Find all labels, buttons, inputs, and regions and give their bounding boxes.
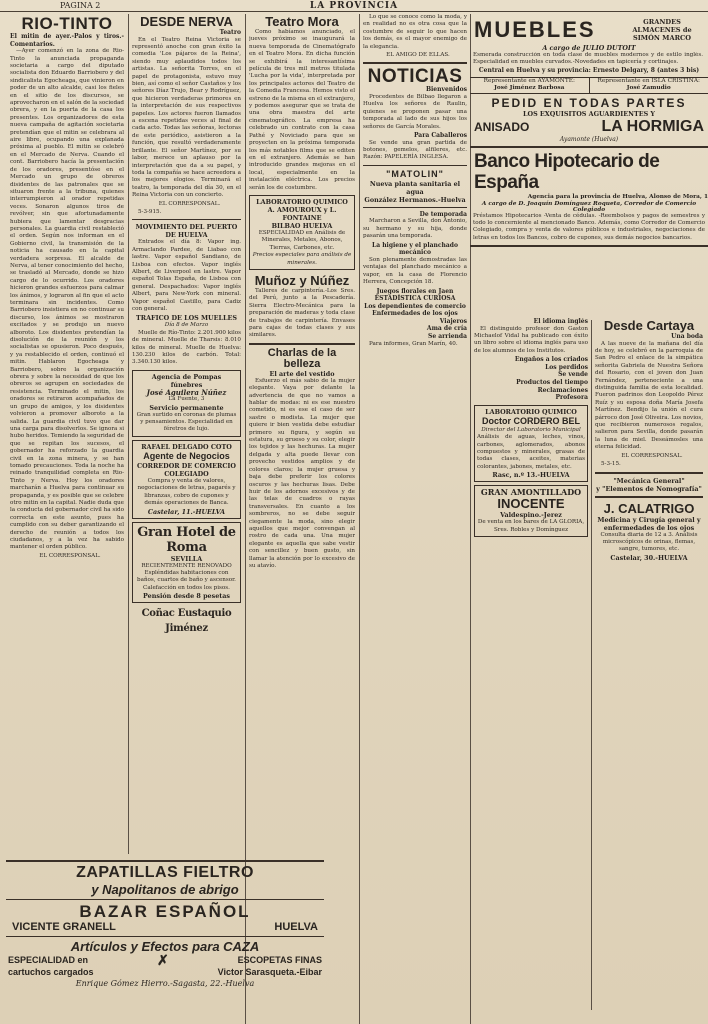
tide-body: Muelle de Río-Tinto: 2.201.900 kilos de mineral. Muelle de Tharsis: 8.010 kilos de mineral. Muelle de Huelva: 130.230 kilos de carbón. Total: 3.340.130 kilos. [132,329,241,366]
article-body: Se vende una gran partida de botones, gemelos, alfileres, etc. Razón: PAPELERÍA INGLESA. [363,139,467,161]
ad-pedid-sub: LOS EXQUISITOS AGUARDIENTES Y [523,109,655,118]
ad-conac: Coñac Eustaquio Jiménez [141,608,232,635]
headline-rio-tinto: RIO-TINTO [21,14,113,33]
article-body: Para informes, Gran Marín, 40. [369,340,458,347]
ad-zapatillas: ZAPATILLAS FIELTRO [76,864,254,881]
article-body: Lo que se conoce como la moda, y en realidad no es otra cosa que la costumbre de seguir lo que hacen los demás, es el mayor enemigo de la elegancia. [363,14,467,50]
subhead: Enfermedades de los ojos [372,310,458,318]
ad-bazar-owner-row [0,921,330,934]
ad-muebles [470,14,708,44]
tide-sub: Día 8 de Marzo [164,322,209,329]
ad-city: SEVILLA [170,554,203,563]
column-idioma [474,318,588,1018]
headline-teatro-mora: Teatro Mora [265,14,339,29]
headline-noticias: NOTICIAS [367,66,463,88]
ad-muebles-title: MUEBLES [474,17,596,42]
ad-zapatillas-sub: y Napolitanos de abrigo [91,882,239,897]
headline-cartaya: Desde Cartaya [603,318,695,333]
subhead: Bienvenidos [425,86,467,94]
article-body: Como habíamos anunciado, el jueves próximo se inaugurará la nueva temporada de Cinematógrafo en el Teatro Mora. En dicha función se exhibirá la interesantísima película de tres mil metros titulada 'Lucha por la vida', interpretada por los principales actores del Teatro de la Comedia Francesa. Hemos visto el estreno de la misma en el extranjero, y podemos asegurar que se trata de una obra maestra del arte cinematográfico. La empresa ha celebrado un contrato con la casa Pathé y Noviciado para que se proyecten en la próxima temporada los más notables films que se editen en el extranjero. Además se han introducido grandes mejoras en el local, especialmente en la instalación eléctrica. Los precios serán los de costumbre. [249,29,355,191]
ad-hormiga-sub: Ayamonte (Huelva) [559,135,619,143]
ad-escopetas: ESCOPETAS FINAS [237,955,322,965]
article-body: En el Teatro Reina Victoria se representó anoche con gran éxito la comedia 'Los pájaros de la Reina', siendo muy aplaudidos todos los artistas. La señorita Torres, en el papel de protagonista, estuvo muy bien, así como el señor Castaños y los señores Díaz Trujo, Bear y Rodríguez, que hicieron verdaderas primores en la interpretación de sus respectivos papeles. Los actores fueron llamados a escena repetidas veces al final de cada acto. Todas las señoras, lectoras de este periódico, asistieron a la función, que resultó verdaderamente brillante. El señor Martínez, por su labor, merece un aplauso por la interpretación que da a su papel, y toda la compañía se hace acreedora a los mejores elogios. Terminará el teatro, la temporada del día 30, en el Reina Victoria con un concierto. [132,36,241,199]
subhead: Productos del tiempo [516,379,588,386]
ad-sub: INOCENTE [497,496,565,512]
ad-amontillado [474,485,588,537]
subhead: ESTADÍSTICA CURIOSA [374,295,456,303]
ad-sarasqueta: Victor Sarasqueta.-Eibar [217,967,322,977]
ad-bazar-city: HUELVA [274,921,318,933]
ad-hormiga-title: LA HORMIGA [601,117,704,135]
ad-especialidad: ESPECIALIDAD en [8,955,89,965]
subhead: Para Caballeros [413,132,467,140]
ad-matolin: "MATOLIN" [386,168,444,179]
ad-sub: Servicio permanente [149,403,224,412]
subhead: Engaños a los criados [514,356,588,364]
rifle-icon: ✗ [156,952,169,968]
divider [363,207,467,208]
ad-text: Espléndidas habitaciones con baños, cuartos de baño y ascensor. Calefacción en todos los pisos. [137,569,236,591]
ad-text: Análisis de aguas, leches, vinos, carbones, aglomerados, abonos compuestos y minerales, grasas de todas clases, aceites, materias colorantes, jabones, metales, etc. [477,434,585,470]
ad-pedid: PEDID EN TODAS PARTES [491,95,687,110]
article-body: Marcharon a Sevilla, don Antonio, su hermano y su hija, donde pasarán una temporada. [363,218,467,240]
subhead: Los dependientes de comercio [364,302,466,310]
rep-left-label: Representante en AYAMONTE: [483,77,575,84]
headline-charlas: Charlas de la belleza [267,346,337,370]
ad-title: Gran Hotel de Roma [137,524,236,555]
ad-calatrigo-sub: Medicina y Cirugía general y enfermedades de los ojos [597,515,701,532]
article-signature: EL CORRESPONSAL. [621,452,683,459]
ad-laboratorio-cordero [474,405,588,482]
article-body: Son plenamente demostradas las ventajas del planchado mecánico a vapor, en la casa de Florencio Herrera, Concepción 18. [363,256,467,286]
subhead: Se arrienda [428,333,467,341]
subhead: Los perdidos [545,363,588,371]
ad-title: RAFAEL DELGADO COTO [141,442,232,451]
ad-banco-title: Banco Hipotecario de España [474,150,660,193]
ad-hormiga [470,118,708,136]
bottom-ads [0,860,330,1024]
ad-cities: BILBAO HUELVA [271,221,333,230]
divider [470,245,708,247]
ad-calatrigo-addr: Castelar, 30.-HUELVA [610,553,688,562]
ad-note: Precios especiales para análisis de minerales. [252,252,352,266]
ad-calatrigo-body: Consulta diaria de 12 a 3. Análisis microscópicos de orinas, flemas, sangre, tumores, etc. [600,531,698,553]
ad-muebles-grandes: GRANDES ALMACENES de SIMÓN MARCO [632,18,692,42]
article-signature: EL AMIGO DE ELLAS. [386,52,450,59]
subhead: El idioma inglés [533,318,588,325]
ad-pompas-funebres [132,370,241,437]
masthead [0,0,708,12]
ad-text: Gran surtido en coronas de plumas y pensamientos. Especialidad en féretros de lujo. [136,411,237,433]
subhead-charlas: El arte del vestido [269,369,335,378]
ad-rafael-delgado [132,440,241,519]
column-rio-tinto [10,14,124,854]
ad-title: Agencia de Pompas fúnebres [151,372,222,389]
ad-text: De venta en los bares de LA GLORIA, Sres. Robles y Domínguez [477,519,585,533]
rep-right-name: José Zamudio [626,85,671,92]
subhead: Se vende [558,371,588,379]
ad-especialidad-row [0,954,330,966]
ad-sub2: Director del Laboratorio Municipal [481,426,581,433]
ad-calatrigo: J. CALATRIGO [603,500,695,516]
ad-title: LABORATORIO QUIMICO [485,407,577,416]
tide-title: TRAFICO DE LOS MUELLES [136,314,237,323]
ad-bazar-owner: VICENTE GRANELL [12,921,116,933]
divider [595,472,703,474]
ad-muebles-central: Central en Huelva y su provincia: Ernesto Delgary, 8 (antes 3 bis) [478,66,700,74]
divider [363,165,467,166]
divider [363,62,467,64]
subhead: Profesora [555,394,588,402]
subhead: Juegos florales en Jaen [376,287,454,295]
article-body: Esfuerzo el más sabio de la mujer elegante. Vaya por delante la advertencia de que no vamos a hablar de modas: ni es ese nuestro cometido, ni es ese el caso de ser sastre o modista. La mujer que quiere ir bien vestida debe estudiar primero su figura, y según su estatura, su grueso y su color, elegir los tejidos y las hechuras. La mujer delgada y alta puede llevar con provecho vestidos amplios y de colores claros; la mujer gruesa y baja debe preferir los colores oscuros y las hechuras lisas. Debe huir de los adornos excesivos y de las telas de cuadros o rayas transversales. En cuanto a los sombreros, no se debe seguir ciegamente la moda, sino elegir aquellos que mejor convengan al rostro de cada una. Una mujer elegante es aquella que sabe vestir con sencillez y buen gusto, sin llamar la atención por lo excesivo de su atavío. [249,377,355,569]
ad-matolin-brand: González Hermanos.-Huelva [364,195,466,204]
article-body: El distinguido profesor don Gaston Michaelof Vidal ha publicado con éxito un libro sobre el idioma inglés para uso de los alumnos de los Institutos. [474,325,588,354]
subhead: Reclamaciones [537,386,588,394]
ad-sub: RECIENTEMENTE RENOVADO [141,562,232,569]
ad-mecanica: "Mecánica General" [613,476,685,485]
ad-banco-sub: Agencia para la provincia de Huelva, Alonso de Mora, 1 [527,193,708,200]
ad-gran-hotel-roma [132,522,241,604]
column-rule [128,14,129,854]
port-body: Entrados el día 8: Vapor ing. Armaclando Pardee, de Liabao con lastre. Vapor español Sandiano, de Lisboa con efectos. Vapor inglés Albert, de Liverpool en lastre. Vapor español Tolas España, de Lisboa con general. Despachados: Vapor inglés Albert, para New-York con mineral. Vapor español Castillo, para Cadiz con general. [132,239,241,312]
ad-sub: A. AMOUROUX y L. FONTAINE [267,205,337,222]
ad-name: José Aguilera Núñez [146,387,227,397]
article-body: Procedentes de Bilbao llegaron a Huelva los señores de Raulin, quienes se proponen pasar una temporada al lado de sus hijos los señores de García Morales. [363,94,467,130]
rep-left-name: José Jiménez Barbosa [494,85,565,92]
ad-text: Compra y venta de valores, negociaciones de letras, pagarés y libranzas, cobro de cupones y demás operaciones de Banca. [137,477,236,507]
ad-sub: Agente de Negocios [143,450,230,461]
ad-muebles-body: Esmerada construcción en toda clase de muebles modernos y de estilo inglés. Especialidad en muebles curvados.-Novedades en tapicería y cortinajes. [473,52,703,66]
ad-extra: CORREDOR DE COMERCIO COLEGIADO [137,461,236,478]
column-rule [591,320,592,1010]
ad-banco-body: Préstamos Hipotecarios -Venta de cédulas. -Reembolsos y pagos de semestres y todo lo concerniente al mencionado Banco. Además, como Corredor de Comercio Colegiado, compra y venta de valores públicos e industriales, negociaciones de letras en todos los Bancos, cobro de cupones, sus demás negocios bancarios. [473,212,705,241]
article-signature: EL CORRESPONSAL. [158,200,221,207]
divider [132,219,241,220]
ad-address: Rasc, n.º 13.-HUELVA [492,471,570,480]
ad-banco-sub2: A cargo de D. Joaquín Domínguez Roqueta, Corredor de Comercio Colegiado [481,200,697,213]
ad-caza: Artículos y Efectos para CAZA [70,939,260,954]
article-signature: EL CORRESPONSAL. [39,552,101,559]
headline-munoz-nunez: Muñoz y Núñez [254,272,350,288]
divider [470,146,708,148]
ad-address: Castelar, 11.-HUELVA [147,507,226,516]
subhead: De temporada [419,210,467,218]
article-body: A las nueve de la mañana del día de hoy, se celebró en la parroquia de San Pedro el enlace de la simpática señorita Gabriela de Nuestra Señora del Rosario, con el joven don Juan Fernández, perteneciente a una distinguida familia de esta localidad. Fueron padrinos don Leopoldo Pérez Ruíz y su esposa doña María Josefa Martínez. Bendijo la unión el cura párroco don José Oliveira. Los novios, que recibieron numerosos regalos, salieron para Sevilla, donde pasarán la luna de miel. Deseámosles una eterna felicidad. [595,340,703,451]
article-date: 5-3-15. [601,461,621,468]
ad-sub: Doctor CORDERO BEL [481,415,580,426]
ad-enrique: Enrique Gómez Hierro.-Sagasta, 22.-Huelva [75,979,255,988]
ad-price: Pensión desde 8 pesetas [143,592,230,601]
newspaper-title: LA PROVINCIA [309,1,399,11]
ad-laboratorio-quimico [249,195,355,270]
ad-title: LABORATORIO QUIMICO [256,197,348,206]
subhead: Viajeros [439,317,467,325]
subhead: Ama de cría [426,325,467,333]
subhead: La higiene y el planchado mecánico [372,241,458,257]
ad-title: GRAN AMONTILLADO [480,487,582,498]
ad-cartuchos: cartuchos cargados [8,967,94,977]
article-date: 5-3-915. [138,208,162,215]
ad-address: La Fuente, 3 [168,396,205,403]
headline-desde-nerva: DESDE NERVA [140,14,233,29]
article-body: —Ayer comenzó en la zona de Rio-Tinto la anunciada propaganda societaria a cargo del diputado socialista don Eduardo Barriobero y del sindicalista Egocheaga, que vinieron en poder de un alto alcalde, casi los fieles en el sitio de los discursos, se aprovecharon en el salón de la sociedad obrera, y en la puerta de la casa los presentes. Los organizadores de esta nueva campaña de agitación societaria pretendían que el mitin se celebrara al aire libre, ocupando una explanada próxima al pueblo. El mitin se celebró en el Mercado de Nerva. Cuando el cont. Barriobero hacía la presentación de los oradores, presentóse en el Mercado un grupo de obreros disidentes de las patronales que se situaron frente a la tribuna, quienes interrumpieron al orador repetidas veces. Sonaron algunos tiros de revólver, sin que afortunadamente hubiera que lamentar desgracias personales. La guardia civil restableció el orden. Según nos informan en el Gobierno civil, la transmisión de la noticia ha causado en la capital verdadera sorpresa. El alcalde de Nerva, al tener conocimiento del hecho, se trasladó al Mercado, donde se hizo cargo de lo ocurrido. Los oradores hicieron grandes esfuerzos para calmar los ánimos, y lograron al fin que el acto terminara sin incidentes. Como Barriobero insistiera en no continuar su discurso, los ánimos se mostraron excitados y se produjo un nuevo alboroto. Los disidentes pretendían la disolución de la reunión y los socialistas se opusieron. Poco después, y ya restablecido el orden, continuó el mitin. Hablaron Egocheaga y Barriobero, sobre la organización obrera y sobre la necesidad de que los obreros se agrupen en sociedades de resistencia. Terminado el mitin, los oradores se retiraron acompañados de un grupo de amigos, y los disidentes volvieron a promover alboroto a la salida. La guardia civil tuvo que dar una carga para disolverlos. Se ignora si hubo heridos. Temiendo la seguridad de que se repitan los sucesos, el gobernador ha reforzado la guardia civil en la zona minera, y se han tomado precauciones. Toda la noche ha reinado tranquilidad completa en Rio-Tinto y Nerva. Hoy los oradores marcharán a Huelva para continuar su propaganda, y es posible que se celebre otro mitin en la capital. Nadie duda que la conducta del gobernador civil ha sido correcta en este asunto, pues ha cumplido con su deber garantizando el derecho de reunión a todos los ciudadanos, y a la vez ha sabido mantener el orden público. [10,48,124,551]
ad-sub2: Valdespino.-Jerez [500,511,562,520]
ad-muebles-sub: A cargo de JULIO DUTOIT [542,44,636,52]
right-section [470,14,708,250]
subhead-rio-tinto: El mitin de ayer.-Palos y tiros.-Comentarios. [10,33,124,48]
subhead: Una boda [671,333,703,340]
ad-bazar: BAZAR ESPAÑOL [79,902,251,921]
ad-representantes [470,77,708,94]
ad-anisado: ANISADO [474,119,530,134]
divider [249,343,355,345]
article-body: Talleres de carpintería.-Los Sres. del Perú, junto a la Pescadería. Sierra Electro-Mecánica para la preparación de maderas y toda clase de trabajos de carpintería. Envases para cajas de todas clases y sus similares. [249,287,355,339]
port-title: MOVIMIENTO DEL PUERTO DE HUELVA [135,223,238,240]
column-rule [359,14,360,1024]
divider [595,496,703,498]
ad-matolin-sub: Nueva planta sanitaria el agua [369,179,461,196]
ad-mecanica-sub: y "Elementos de Nomografía" [596,484,702,493]
column-desde-nerva [132,14,241,864]
subhead-teatro: Teatro [219,29,241,36]
column-noticias [363,14,467,1019]
column-cartaya [595,318,703,1018]
page-label: PAGINA 2 [60,1,101,10]
rep-right-label: Representante en ISLA CRISTINA: [597,77,701,84]
ad-text: ESPECIALIDAD en Análisis de Minerales, Metales, Abonos, Tierras, Carbones, etc. [258,229,346,251]
